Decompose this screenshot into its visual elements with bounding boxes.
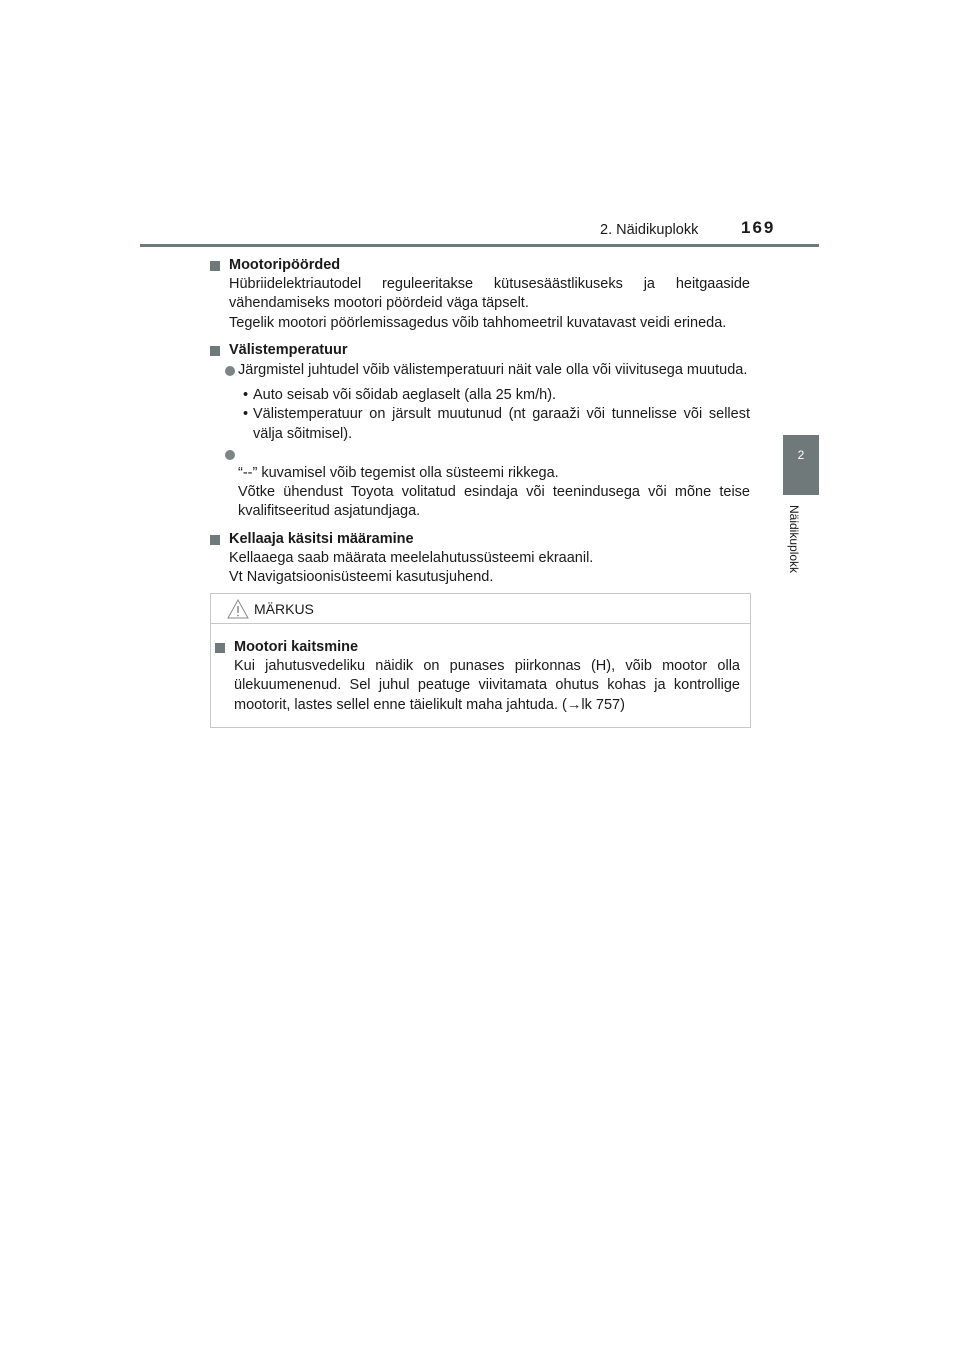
bullet-dot-icon: • bbox=[243, 387, 249, 404]
chapter-tab bbox=[783, 435, 819, 495]
square-bullet-icon bbox=[210, 535, 220, 545]
square-bullet-icon bbox=[210, 346, 220, 356]
circle-bullet-icon bbox=[225, 366, 235, 376]
notice-heading: Mootori kaitsmine bbox=[215, 638, 740, 657]
notice-box bbox=[210, 593, 751, 728]
list-item: Järgmistel juhtudel võib välistemperatuuri näit vale olla või viivitusega muutuda. bbox=[210, 361, 750, 380]
notice-body bbox=[211, 624, 750, 715]
section-heading: Mootoripöörded bbox=[210, 256, 750, 275]
sub-list-item: • Välistemperatuur on järsult muutunud (nt garaaži või tunnelisse või sellest välja sõitmisel). bbox=[243, 406, 750, 442]
arrow-right-icon: → bbox=[566, 696, 582, 713]
notice-title: MÄRKUS bbox=[254, 601, 314, 617]
chapter-tab-number: 2 bbox=[797, 448, 805, 462]
page-reference-link[interactable]: lk 757) bbox=[581, 696, 625, 713]
square-bullet-icon bbox=[210, 261, 220, 271]
section-text: Hübriidelektriautodel reguleeritakse kütusesäästlikuseks ja heitgaaside vähendamiseks mootori pöördeid väga täpselt. Tegelik mootori pöörlemissagedus võib tahhomeetril kuvatavast veidi erineda. bbox=[229, 276, 750, 331]
section-heading: Välistemperatuur bbox=[210, 341, 750, 360]
page-number: 169 bbox=[741, 218, 776, 237]
warning-icon bbox=[227, 599, 249, 619]
section-text: Kellaaega saab määrata meelelahutussüsteemi ekraanil. Vt Navigatsioonisüsteemi kasutusjuhend. bbox=[229, 549, 594, 586]
running-header-section: 2. Näidikuplokk bbox=[600, 222, 699, 238]
main-content bbox=[210, 254, 750, 587]
circle-bullet-icon bbox=[225, 450, 235, 460]
chapter-tab-label: Näidikuplokk bbox=[787, 505, 801, 574]
section-heading: Kellaaja käsitsi määramine bbox=[210, 530, 750, 549]
notice-header bbox=[211, 594, 750, 624]
notice-text: Kui jahutusvedeliku näidik on punases piirkonnas (H), võib mootor olla ülekuumenenud. Sel juhul peatuge viivitamata ohutus kohas ja kontrollige mootorit, lastes sellel enne täielikult maha jahtuda. (→lk 757) bbox=[234, 658, 740, 713]
list-item: “--” kuvamisel võib tegemist olla süsteemi rikkega. Võtke ühendust Toyota volitatud esindaja või teenindusega või mõne teise kvalifitseeritud asjatundjaga. bbox=[210, 445, 750, 522]
bullet-dot-icon: • bbox=[243, 406, 249, 423]
sub-list-item: • Auto seisab või sõidab aeglaselt (alla 25 km/h). bbox=[210, 386, 750, 405]
header-rule bbox=[140, 244, 819, 247]
square-bullet-icon bbox=[215, 643, 225, 653]
